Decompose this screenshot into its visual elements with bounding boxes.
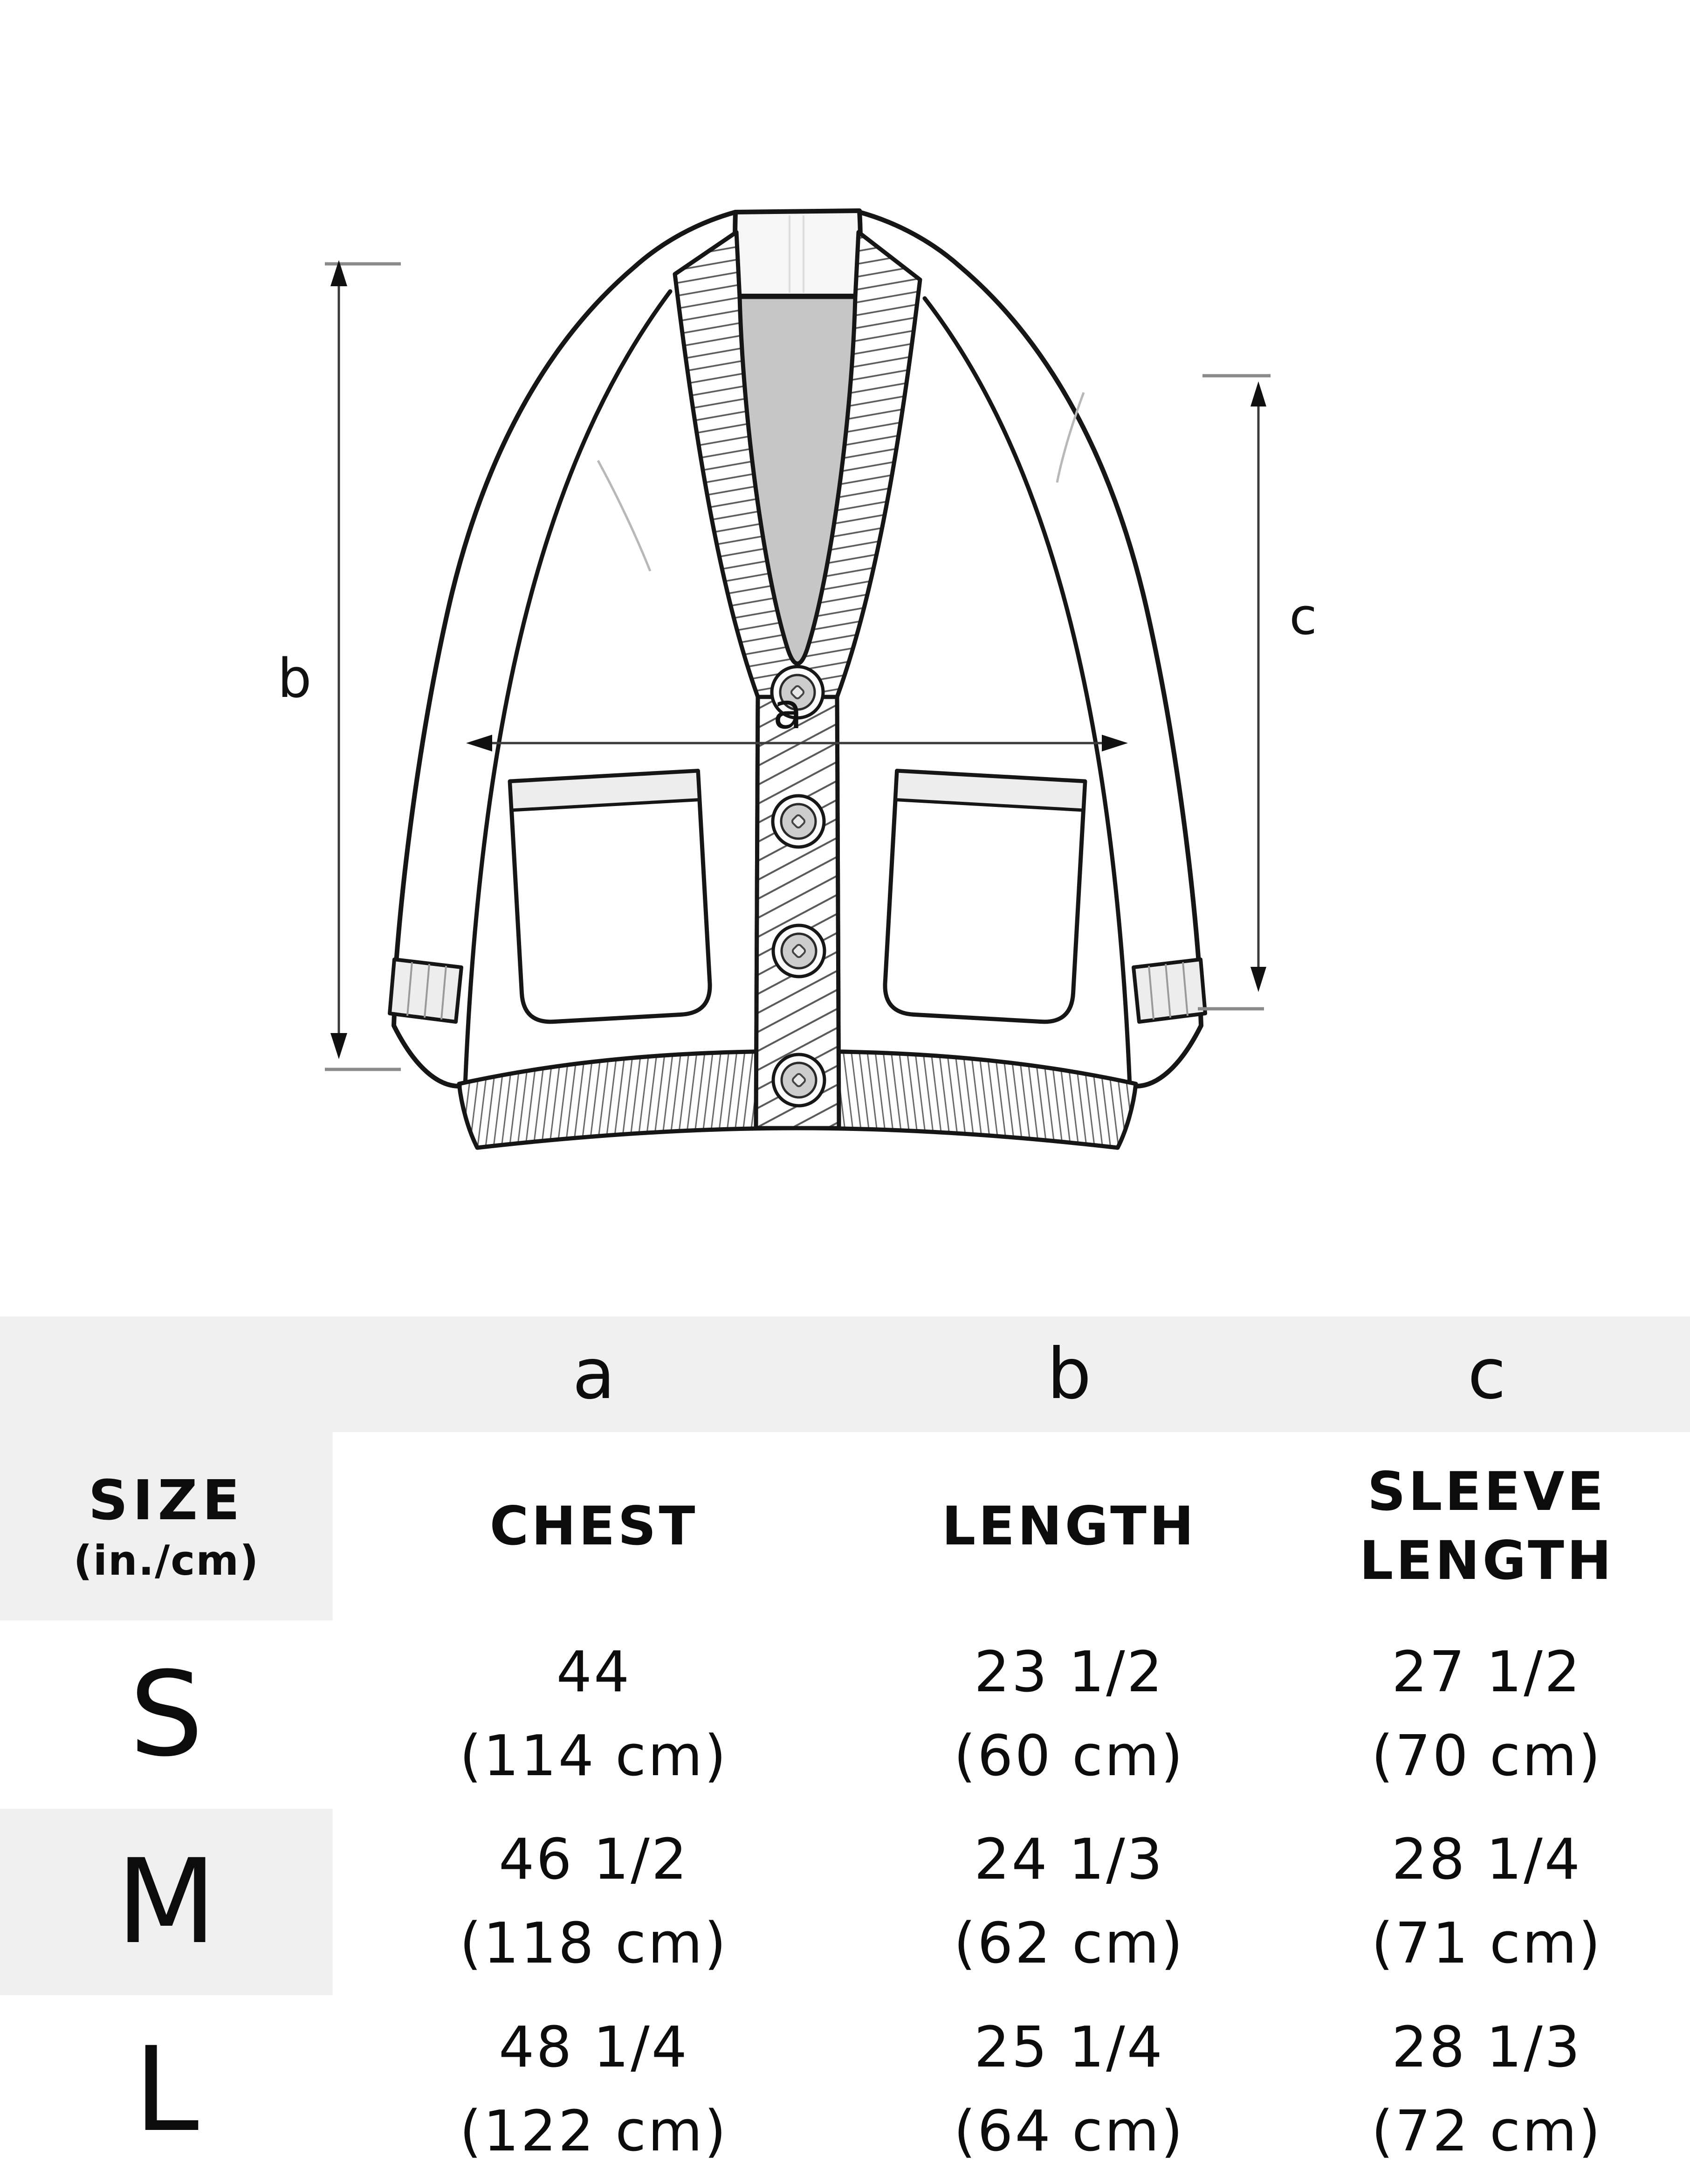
corner-letter-b-text: b (1047, 1334, 1092, 1415)
cell-l-chest-cm: (122 cm) (460, 2099, 728, 2164)
cell-m-length-in: 24 1/3 (974, 1827, 1164, 1892)
col-header-length-text: LENGTH (941, 1495, 1197, 1557)
left-cuff (390, 959, 461, 1022)
cell-l-length-cm: (64 cm) (954, 2099, 1185, 2164)
corner-letter-a-text: a (572, 1334, 615, 1415)
left-pocket (510, 771, 711, 1024)
size-table (0, 1316, 1690, 2184)
dimension-label-c: c (1289, 588, 1317, 646)
right-cuff (1134, 959, 1205, 1022)
col-header-sleeve-line1: SLEEVE (1367, 1460, 1607, 1523)
col-header-chest-text: CHEST (489, 1495, 698, 1557)
cell-m-sleeve-in: 28 1/4 (1392, 1827, 1582, 1892)
collar-band (735, 211, 860, 296)
corner-letter-c-text: c (1467, 1334, 1506, 1415)
cell-l-sleeve-in: 28 1/3 (1392, 2015, 1582, 2080)
button-3 (773, 925, 824, 977)
cell-l-chest (333, 1995, 855, 2184)
cell-s-sleeve-cm: (70 cm) (1371, 1724, 1602, 1789)
cell-l-length-in: 25 1/4 (974, 2015, 1164, 2080)
cell-l-length (855, 1995, 1284, 2184)
cell-m-chest-cm: (118 cm) (460, 1911, 728, 1976)
cell-m-length-cm: (62 cm) (954, 1911, 1185, 1976)
corner-letter-c (1284, 1316, 1690, 1432)
row-label-m-text: M (116, 1834, 217, 1970)
cell-m-chest (333, 1809, 855, 1995)
dimension-label-a: a (772, 683, 803, 740)
row-label-l (0, 1995, 333, 2184)
cell-s-chest (333, 1620, 855, 1809)
corner-letter-a (333, 1316, 855, 1432)
cell-l-chest-in: 48 1/4 (499, 2015, 689, 2080)
row-label-s-text: S (129, 1647, 204, 1782)
dimension-label-b: b (277, 648, 312, 710)
right-pocket (884, 771, 1085, 1024)
cell-l-sleeve (1284, 1995, 1690, 2184)
cell-s-length-in: 23 1/2 (974, 1640, 1164, 1705)
cell-s-length-cm: (60 cm) (954, 1724, 1185, 1789)
size-header-line1: SIZE (88, 1468, 245, 1533)
corner-blank (0, 1316, 333, 1432)
size-header-line2: (in./cm) (73, 1536, 260, 1585)
col-header-chest (333, 1432, 855, 1620)
row-label-s (0, 1620, 333, 1809)
col-header-sleeve (1284, 1432, 1690, 1620)
size-header-cell (0, 1432, 333, 1620)
cell-m-chest-in: 46 1/2 (499, 1827, 689, 1892)
cell-l-sleeve-cm: (72 cm) (1371, 2099, 1602, 2164)
row-label-m (0, 1809, 333, 1995)
cell-m-length (855, 1809, 1284, 1995)
col-header-sleeve-line2: LENGTH (1359, 1529, 1614, 1591)
cell-m-sleeve (1284, 1809, 1690, 1995)
cell-s-chest-in: 44 (556, 1640, 632, 1705)
cell-s-length (855, 1620, 1284, 1809)
dimension-line-b (325, 260, 401, 1069)
cell-m-sleeve-cm: (71 cm) (1371, 1911, 1602, 1976)
cell-s-sleeve (1284, 1620, 1690, 1809)
row-label-l-text: L (134, 2021, 199, 2157)
cell-s-chest-cm: (114 cm) (460, 1724, 728, 1789)
corner-letter-b (855, 1316, 1284, 1432)
cell-s-sleeve-in: 27 1/2 (1392, 1640, 1582, 1705)
dimension-line-c (1198, 376, 1271, 1009)
button-2 (773, 796, 824, 847)
button-4 (773, 1054, 824, 1106)
col-header-length (855, 1432, 1284, 1620)
